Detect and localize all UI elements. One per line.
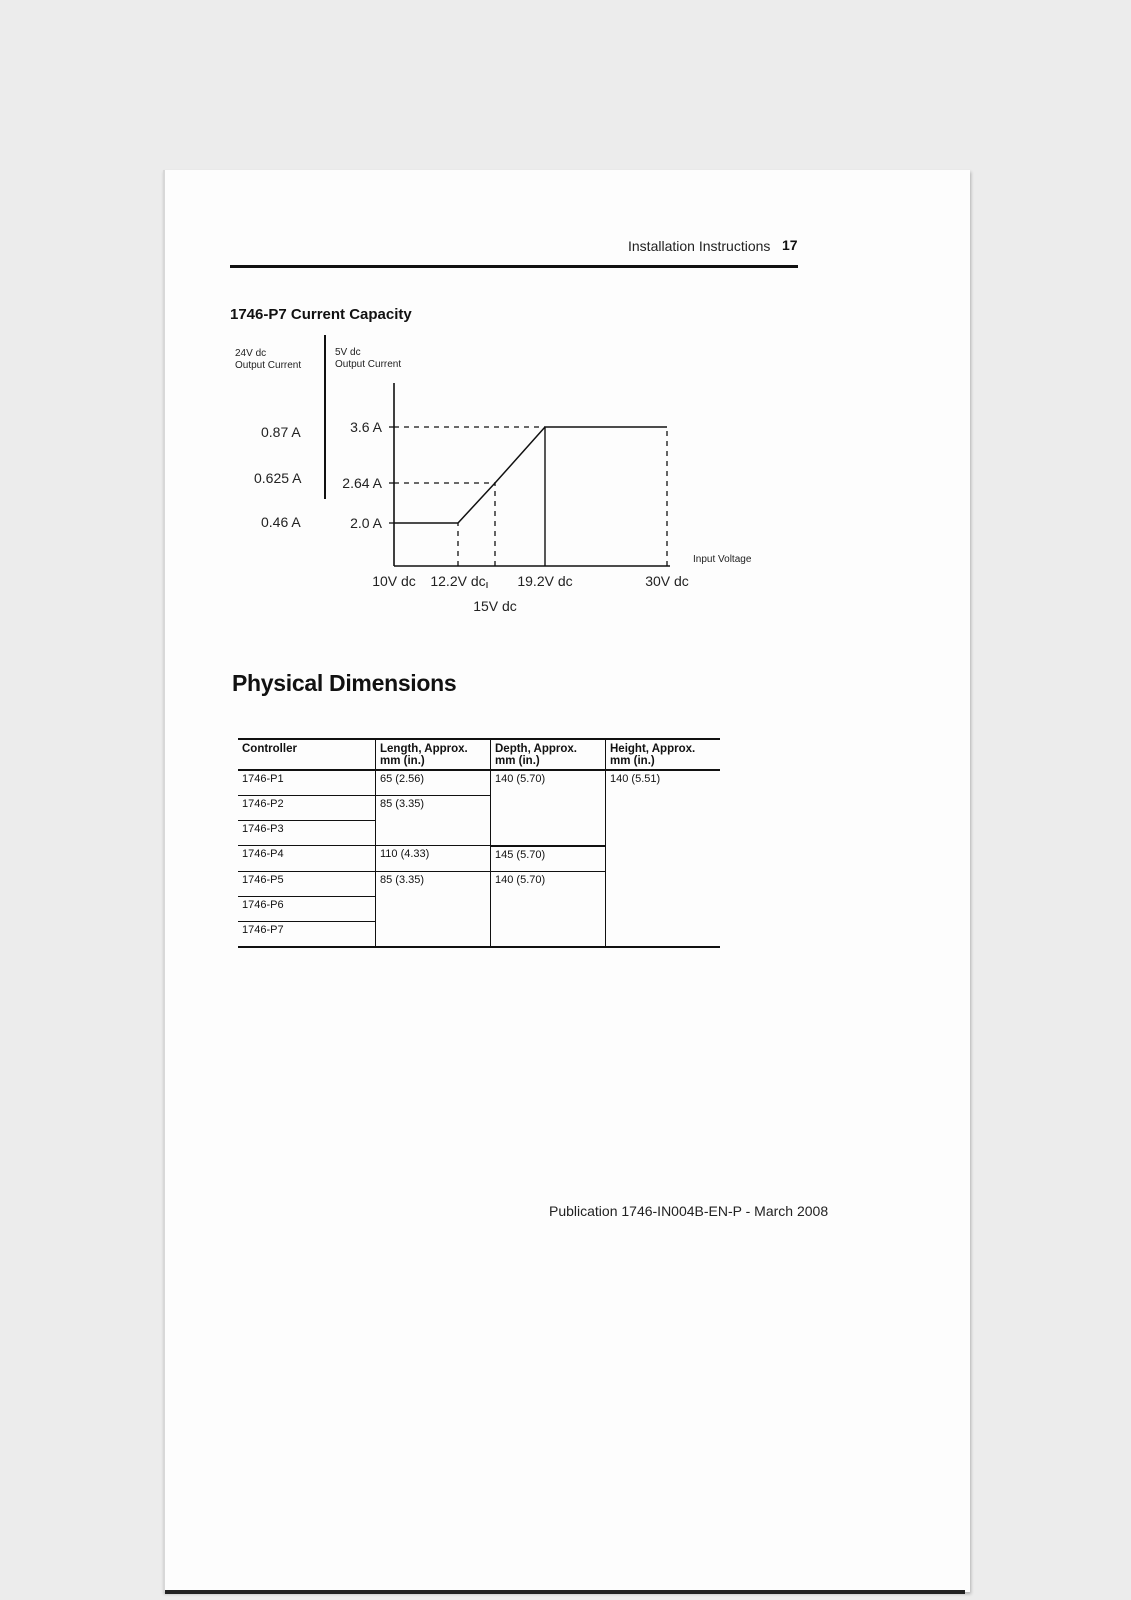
y-tick-label-3: 2.0 A — [350, 515, 382, 531]
label-24v-line2: Output Current — [235, 360, 302, 371]
cell-controller: 1746-P6 — [238, 896, 376, 921]
cell-depth: 140 (5.70) — [491, 770, 606, 846]
x-tick-label-3: 15V dc — [473, 598, 517, 614]
label-24v-line1: 24V dc — [235, 348, 267, 359]
header-depth-line2: mm (in.) — [495, 755, 540, 767]
x-tick-label-1: 10V dc — [372, 573, 416, 589]
capacity-title: 1746-P7 Current Capacity — [230, 306, 412, 323]
table-row — [238, 770, 720, 796]
label-24v — [235, 348, 301, 372]
header-controller — [238, 739, 376, 770]
header-rule — [230, 265, 798, 268]
cell-controller: 1746-P5 — [238, 871, 376, 896]
cell-controller: 1746-P1 — [238, 770, 376, 796]
header-length-line1: Length, Approx. — [380, 743, 468, 755]
cell-controller: 1746-P4 — [238, 846, 376, 872]
label-5v-line1: 5V dc — [335, 347, 361, 358]
y24-tick-2: 0.625 A — [254, 470, 302, 486]
capacity-chart — [330, 375, 770, 635]
header-length — [376, 739, 491, 770]
input-voltage-label: Input Voltage — [693, 554, 752, 565]
header-title: Installation Instructions — [628, 238, 771, 254]
series-line — [394, 427, 667, 523]
cell-depth: 145 (5.70) — [491, 846, 606, 872]
cell-controller: 1746-P3 — [238, 821, 376, 846]
header-height — [606, 739, 721, 770]
cell-controller: 1746-P2 — [238, 796, 376, 821]
x-tick-label-4: 19.2V dc — [517, 573, 573, 589]
header-controller-text: Controller — [242, 743, 297, 755]
cell-length: 85 (3.35) — [376, 871, 491, 947]
y24-tick-3: 0.46 A — [261, 514, 301, 530]
x-tick-label-2: 12.2V dc — [430, 573, 486, 589]
label-5v — [335, 347, 401, 371]
cell-length: 65 (2.56) — [376, 770, 491, 796]
x-tick-label-5: 30V dc — [645, 573, 689, 589]
header-length-line2: mm (in.) — [380, 755, 425, 767]
header-height-line2: mm (in.) — [610, 755, 655, 767]
cell-depth: 140 (5.70) — [491, 871, 606, 947]
header-depth-line1: Depth, Approx. — [495, 743, 577, 755]
label-5v-line2: Output Current — [335, 359, 402, 370]
y-tick-label-1: 3.6 A — [350, 419, 382, 435]
cell-height: 140 (5.51) — [606, 770, 721, 947]
table-header-row — [238, 739, 720, 770]
cell-length: 110 (4.33) — [376, 846, 491, 872]
page-edge-shadow — [165, 1590, 965, 1594]
axis-divider — [324, 335, 326, 499]
y24-tick-1: 0.87 A — [261, 424, 301, 440]
footer-publication: Publication 1746-IN004B-EN-P - March 2008 — [549, 1203, 829, 1219]
header-depth — [491, 739, 606, 770]
y-tick-label-2: 2.64 A — [342, 475, 382, 491]
page-number: 17 — [782, 237, 798, 253]
dimensions-title: Physical Dimensions — [232, 670, 457, 696]
dimensions-table — [238, 738, 720, 948]
header-height-line1: Height, Approx. — [610, 743, 696, 755]
cell-controller: 1746-P7 — [238, 921, 376, 947]
cell-length: 85 (3.35) — [376, 796, 491, 846]
